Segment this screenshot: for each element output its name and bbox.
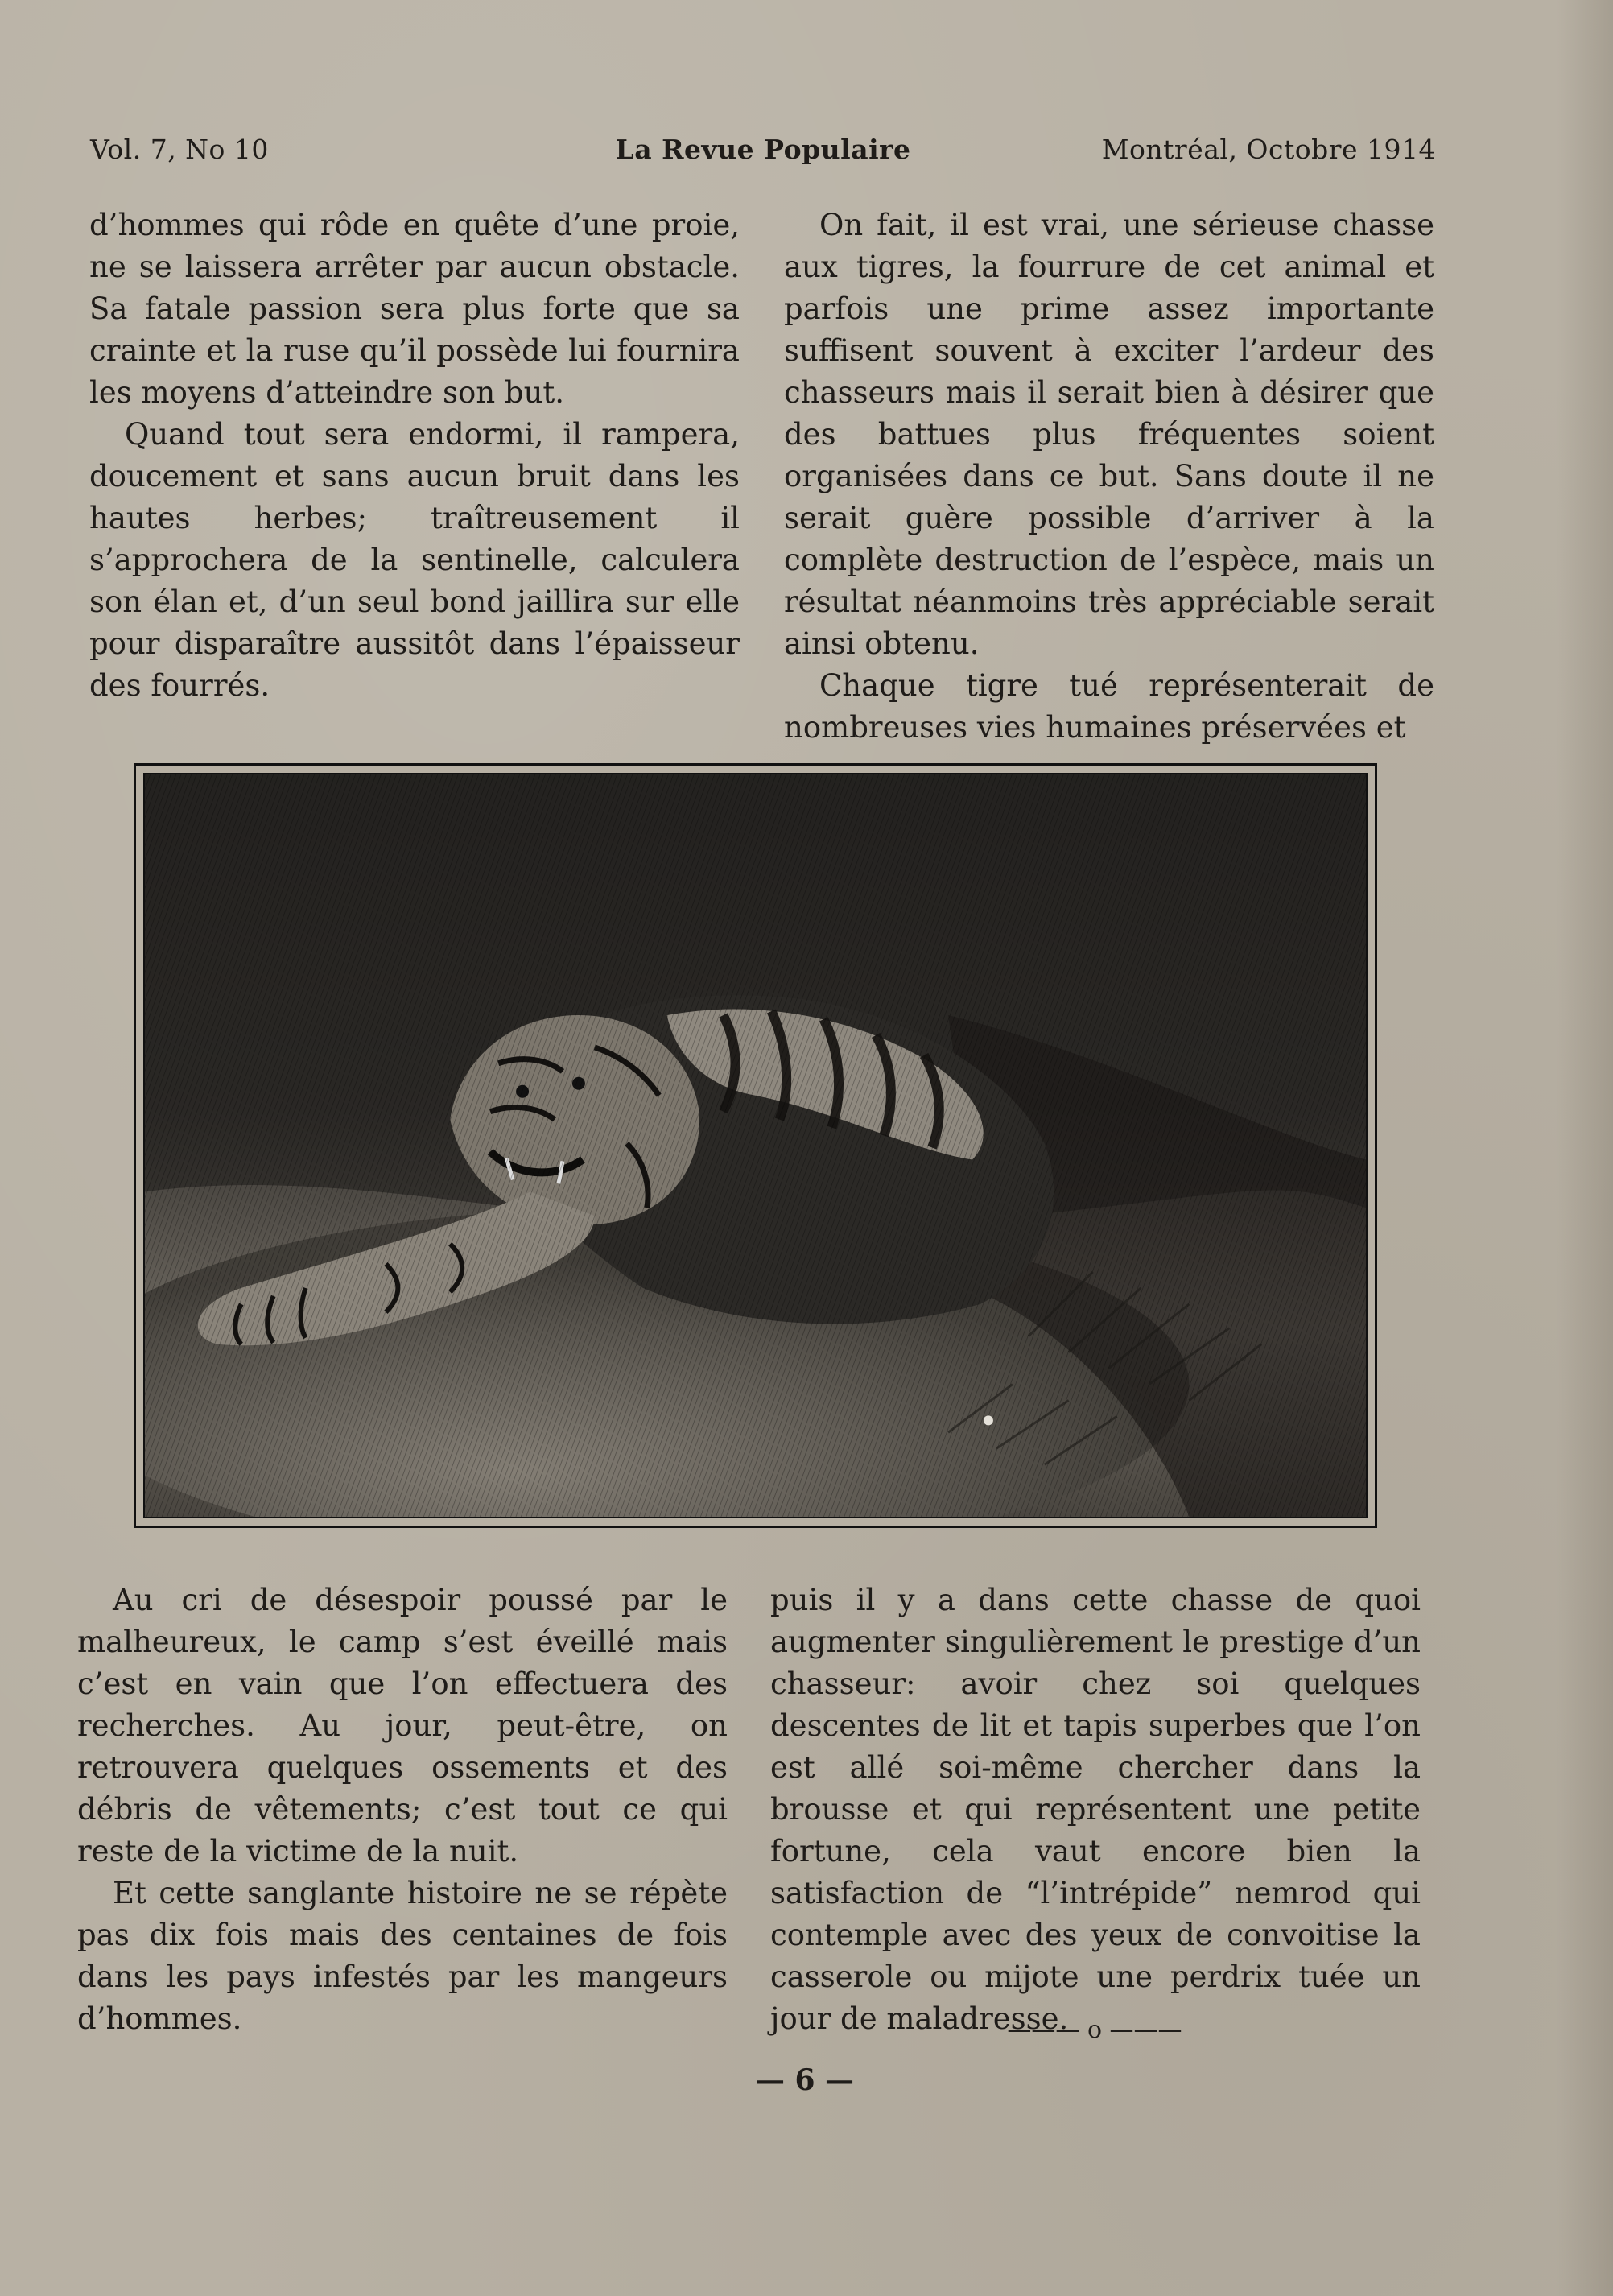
running-header	[90, 134, 1436, 174]
header-volume: Vol. 7, No 10	[90, 134, 269, 165]
paragraph: On fait, il est vrai, une sérieuse chasse aux tigres, la fourrure de cet animal et parfois une prime assez importante suffisent souvent à exciter l’ardeur des chasseurs mais il serait bien à désirer que des battues plus fréquentes soient organisées dans ce but. Sans doute il ne serait guère possible d’arriver à la complète destruction de l’espèce, mais un résultat néanmoins très appréciable serait ainsi obtenu.	[784, 208, 1434, 661]
column-top-left	[89, 204, 740, 707]
paragraph: Chaque tigre tué représenterait de nombreuses vies humaines préservées et	[784, 668, 1434, 745]
header-date: Montréal, Octobre 1914	[1101, 134, 1436, 165]
header-journal-title: La Revue Populaire	[615, 134, 911, 165]
column-top-right	[784, 204, 1434, 749]
paragraph: d’hommes qui rôde en quête d’une proie, ne se laissera arrêter par aucun obstacle. Sa fatale passion sera plus forte que sa crainte et la ruse qu’il possède lui fournira les moyens d’atteindre son but.	[89, 208, 740, 410]
tiger-engraving-image	[145, 774, 1366, 1517]
tiger-illustration	[134, 763, 1377, 1528]
paragraph: Au cri de désespoir poussé par le malheureux, le camp s’est éveillé mais c’est en vain que l’on effectuera des recherches. Au jour, peut-être, on retrouvera quelques ossements et des débris de vêtements; c’est tout ce qui reste de la victime de la nuit.	[77, 1583, 728, 1869]
paragraph: puis il y a dans cette chasse de quoi augmenter singulièrement le prestige d’un chasseur: avoir chez soi quelques descentes de lit et tapis superbes que l’on est allé soi-même chercher dans la brousse et qui représentent une petite fortune, cela vaut encore bien la satisfaction de “l’intrépide” nemrod qui contemple avec des yeux de convoitise la casserole ou mijote une perdrix tuée un jour de maladresse.	[770, 1583, 1421, 2036]
paragraph: Quand tout sera endormi, il rampera, doucement et sans aucun bruit dans les hautes herbes; traîtreusement il s’approchera de la sentinelle, calculera son élan et, d’un seul bond jaillira sur elle pour disparaître aussitôt dans l’épaisseur des fourrés.	[89, 417, 740, 703]
section-separator: ——— o ———	[1007, 2016, 1182, 2044]
paragraph: Et cette sanglante histoire ne se répète pas dix fois mais des centaines de fois dans les pays infestés par les mangeurs d’hommes.	[77, 1876, 728, 2036]
column-bottom-left	[77, 1580, 728, 2040]
illustration-frame	[143, 773, 1368, 1518]
page-number: — 6 —	[755, 2063, 855, 2097]
column-bottom-right	[770, 1580, 1421, 2040]
page-edge-shadow	[1557, 0, 1613, 2296]
